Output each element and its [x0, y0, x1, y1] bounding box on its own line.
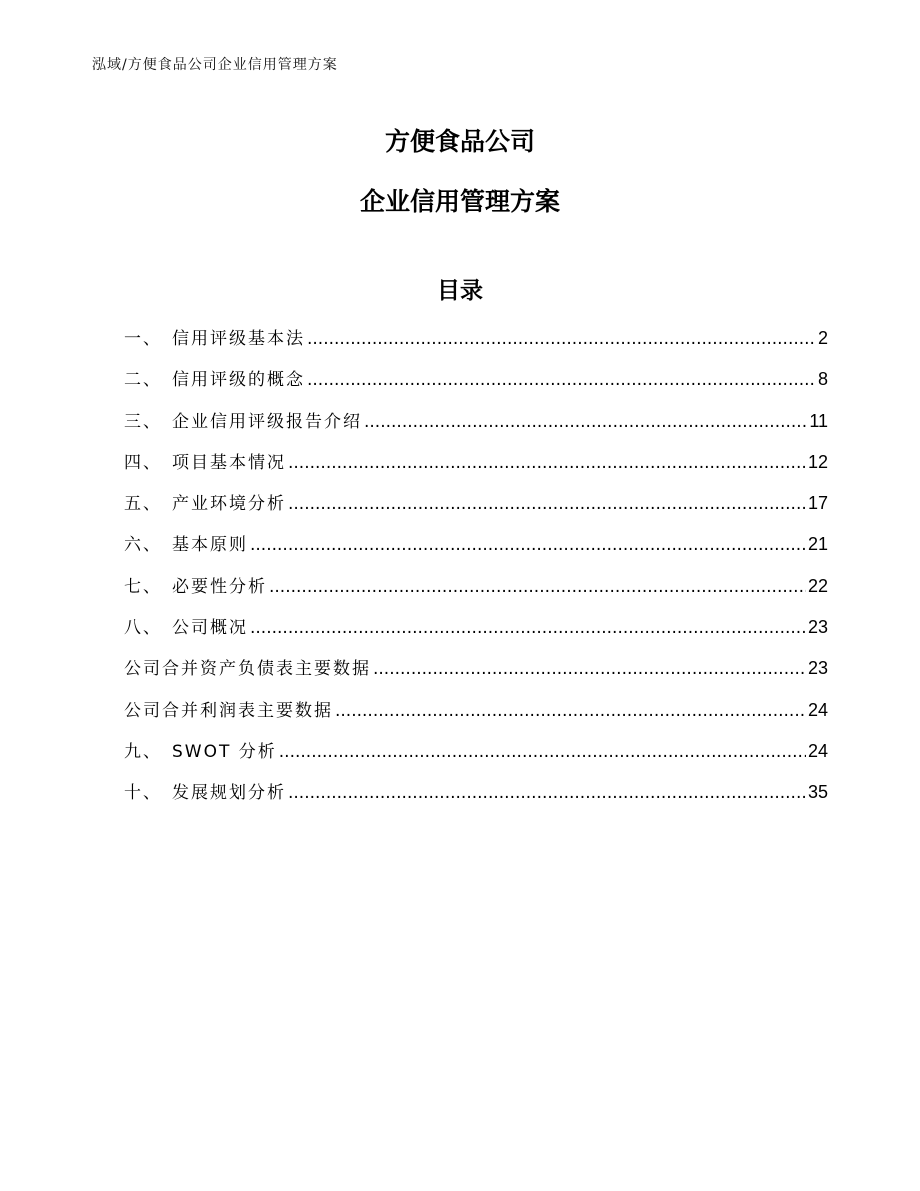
- toc-entry[interactable]: [124, 696, 828, 737]
- toc-entry-number: 一、: [124, 329, 162, 349]
- running-header: 泓域/方便食品公司企业信用管理方案: [92, 57, 338, 73]
- toc-leader-dots: [250, 535, 806, 555]
- toc-entry-page: 23: [807, 658, 828, 679]
- toc-entry-label: 公司合并资产负债表主要数据: [124, 659, 371, 680]
- toc-entry[interactable]: [124, 365, 828, 406]
- toc-leader-dots: [288, 783, 806, 803]
- toc-leader-dots: [288, 494, 806, 514]
- toc-entry-page: 17: [807, 493, 828, 514]
- toc-entry-page: 12: [807, 451, 828, 472]
- toc-heading: 目录: [437, 278, 483, 304]
- toc-entry[interactable]: [124, 324, 828, 365]
- toc-entry-label: 发展规划分析: [172, 783, 286, 804]
- toc-entry-number: 四、: [124, 452, 162, 473]
- toc-entry-number: 六、: [124, 535, 162, 556]
- toc-entry[interactable]: [124, 407, 828, 448]
- toc-leader-dots: [373, 659, 806, 679]
- toc-leader-dots: [279, 742, 806, 762]
- table-of-contents: [124, 324, 828, 820]
- toc-entry[interactable]: [124, 572, 828, 613]
- toc-entry-number: 二、: [124, 370, 162, 391]
- toc-entry-page: 2: [817, 328, 828, 348]
- document-subtitle: 企业信用管理方案: [359, 187, 560, 216]
- toc-leader-dots: [269, 577, 806, 597]
- toc-entry-label: 产业环境分析: [172, 494, 286, 515]
- toc-entry-label: 信用评级基本法: [172, 329, 305, 349]
- toc-entry-label: 信用评级的概念: [172, 370, 305, 391]
- toc-entry-page: 35: [807, 782, 828, 803]
- toc-entry[interactable]: [124, 654, 828, 695]
- toc-entry-label: 企业信用评级报告介绍: [172, 411, 362, 432]
- toc-entry-number: 七、: [124, 576, 162, 597]
- toc-entry-number: 三、: [124, 411, 162, 432]
- toc-entry[interactable]: [124, 530, 828, 571]
- toc-entry-label: 公司合并利润表主要数据: [124, 700, 333, 721]
- toc-leader-dots: [307, 329, 816, 349]
- toc-entry-number: 八、: [124, 618, 162, 639]
- toc-entry-number: 九、: [124, 741, 162, 762]
- toc-entry-number: 十、: [124, 783, 162, 804]
- toc-entry-label: SWOT 分析: [172, 741, 277, 762]
- toc-entry-page: 8: [817, 369, 828, 390]
- toc-leader-dots: [335, 701, 806, 721]
- toc-entry[interactable]: [124, 448, 828, 489]
- toc-entry-page: 21: [807, 534, 828, 555]
- toc-entry-number: 五、: [124, 494, 162, 515]
- toc-leader-dots: [250, 618, 806, 638]
- toc-entry-label: 必要性分析: [172, 576, 267, 597]
- toc-leader-dots: [288, 453, 806, 473]
- toc-entry-page: 22: [807, 575, 828, 596]
- toc-entry[interactable]: [124, 489, 828, 530]
- toc-entry-page: 24: [807, 740, 828, 761]
- toc-leader-dots: [364, 412, 807, 432]
- toc-entry[interactable]: [124, 778, 828, 819]
- toc-entry-label: 基本原则: [172, 535, 248, 556]
- toc-entry[interactable]: [124, 737, 828, 778]
- toc-entry-page: 24: [807, 699, 828, 720]
- toc-entry-page: 23: [807, 617, 828, 638]
- document-title: 方便食品公司: [384, 127, 535, 156]
- toc-entry-page: 11: [809, 410, 828, 431]
- toc-entry-label: 项目基本情况: [172, 452, 286, 473]
- toc-entry[interactable]: [124, 613, 828, 654]
- toc-entry-label: 公司概况: [172, 618, 248, 639]
- toc-leader-dots: [307, 370, 816, 390]
